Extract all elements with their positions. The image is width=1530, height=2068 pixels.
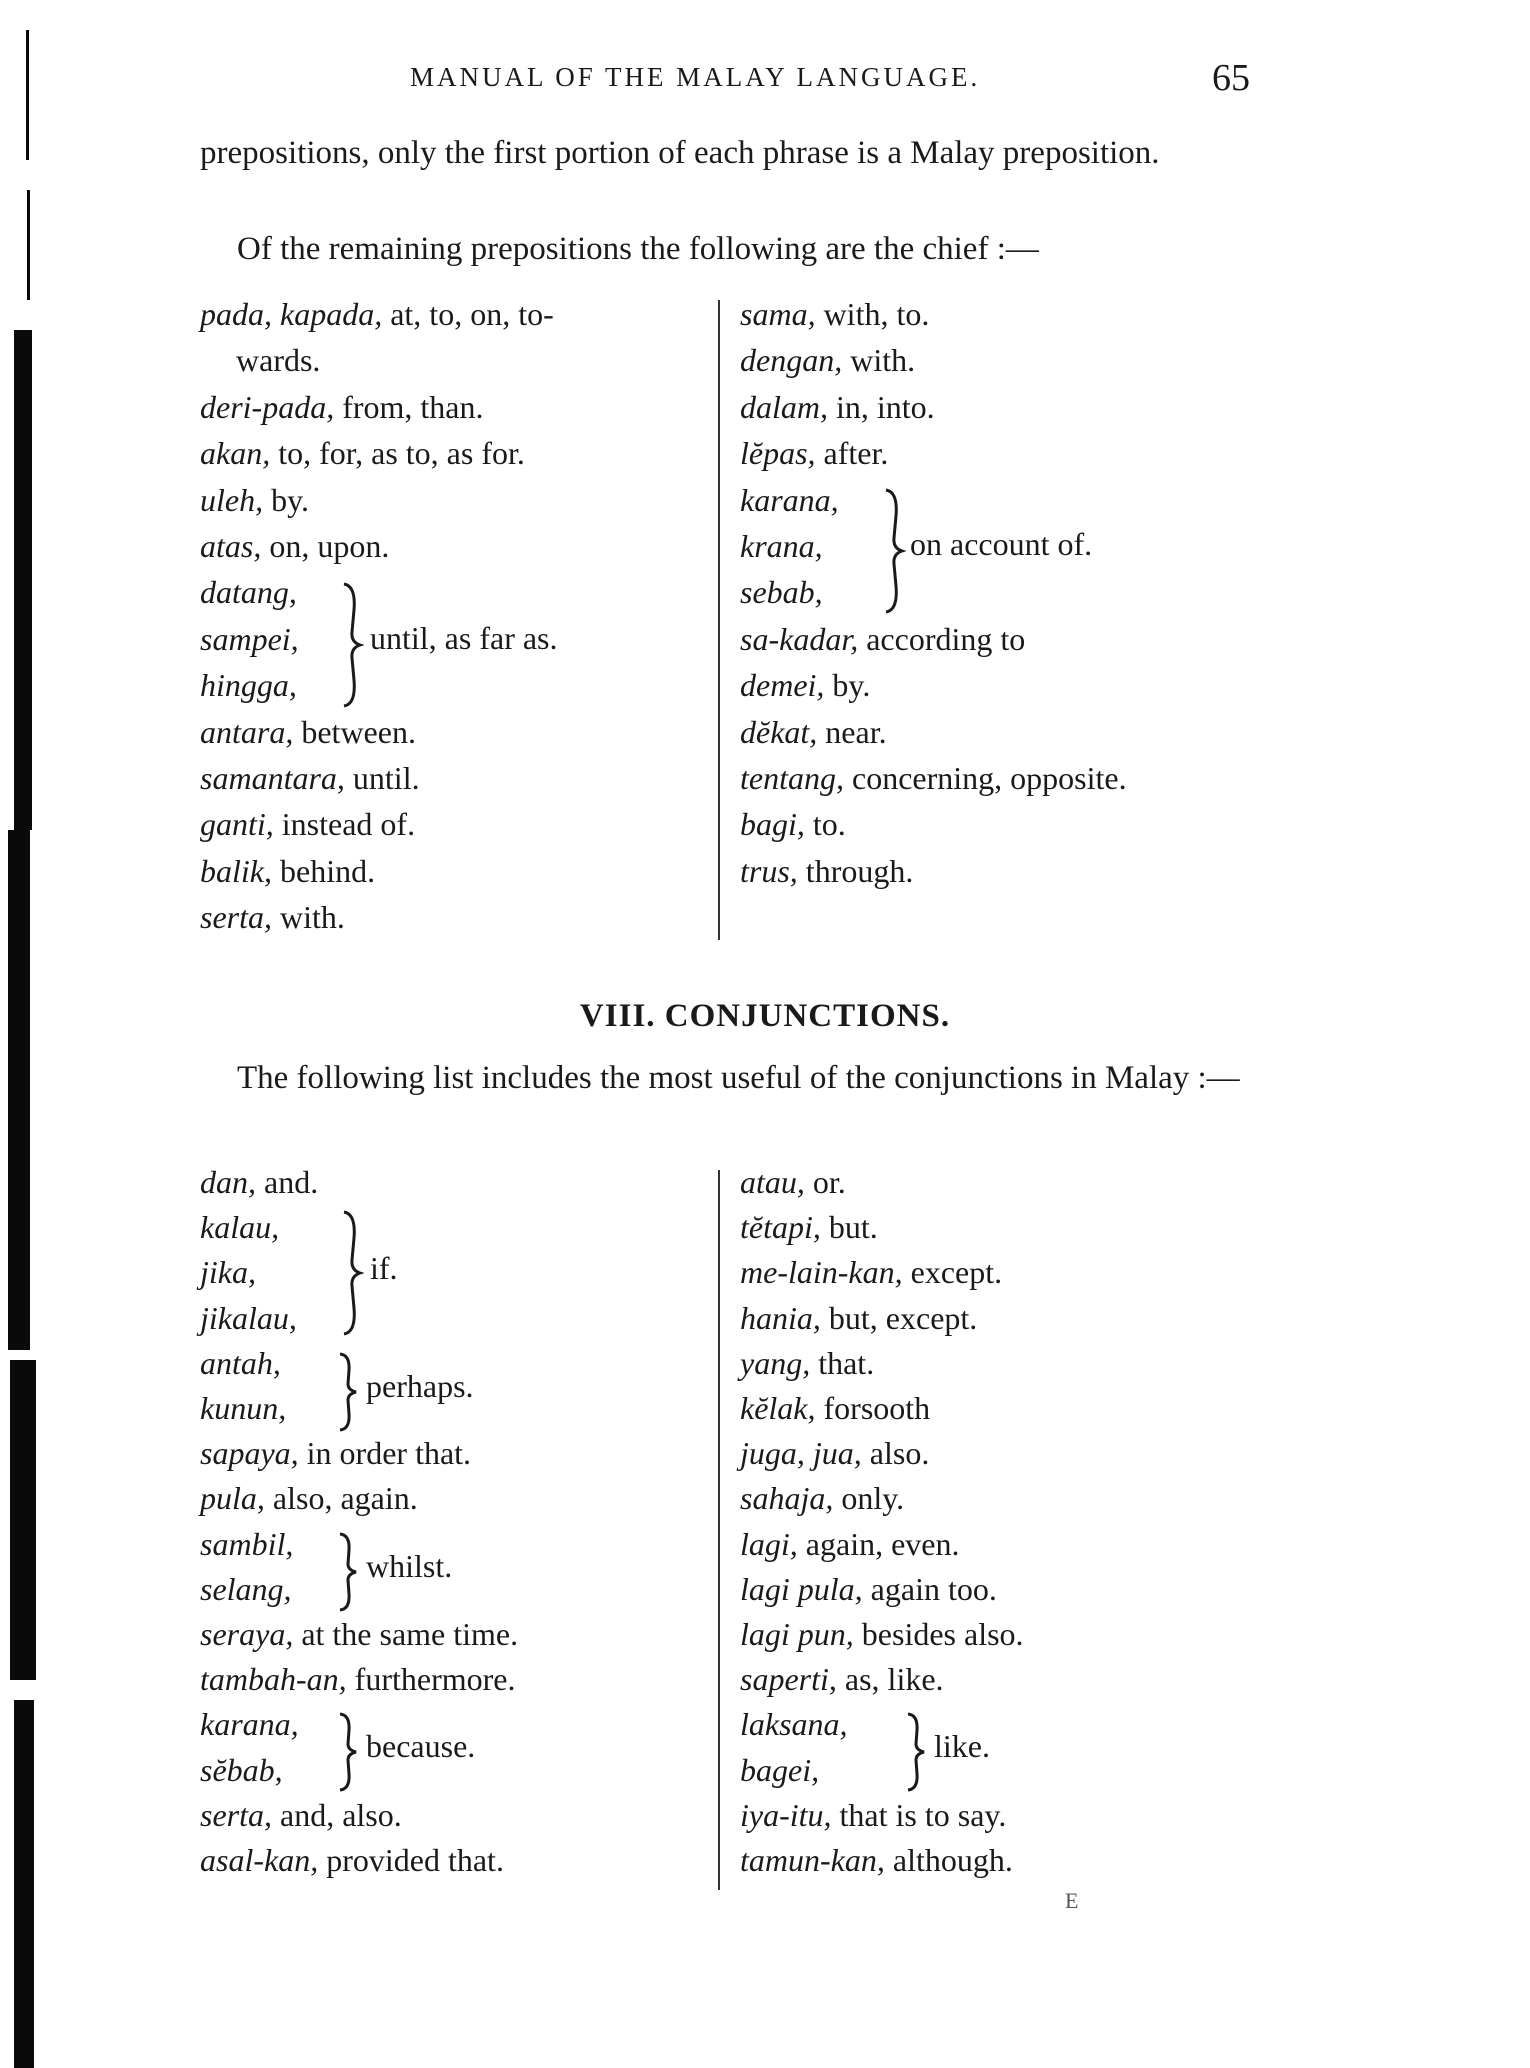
entry-term: tĕtapi,	[740, 1209, 821, 1246]
entry-term: kunun,	[200, 1390, 287, 1426]
entry-row	[200, 804, 415, 844]
entry-term: samantara,	[200, 760, 345, 796]
entry-term: atau,	[740, 1164, 805, 1200]
entry-meaning: and, also.	[272, 1796, 402, 1833]
entry-term: karana,	[740, 481, 839, 518]
entry-meaning: through.	[797, 852, 914, 889]
entry-meaning: again, even.	[797, 1525, 960, 1562]
entry-term: sampei,	[200, 620, 299, 657]
brace-icon	[338, 1210, 364, 1336]
entry-term: lagi pun,	[740, 1616, 854, 1652]
entry-meaning: again too.	[862, 1570, 997, 1607]
entry-term: iya-itu,	[740, 1796, 832, 1833]
entry-term: sama,	[740, 296, 816, 332]
entry-row	[200, 572, 297, 612]
entry-row	[200, 1795, 402, 1835]
entry-row	[200, 1207, 279, 1247]
entry-meaning: although.	[884, 1842, 1013, 1878]
entry-row	[200, 758, 420, 798]
entry-term: bagi,	[740, 806, 805, 843]
signature-mark: E	[1065, 1888, 1079, 1913]
entry-row	[200, 665, 297, 705]
entry-term: deri-pada,	[200, 388, 335, 425]
entry-meaning: by.	[824, 667, 871, 704]
entry-row	[200, 294, 554, 334]
entry-term: dĕkat,	[740, 713, 818, 750]
entry-row	[200, 1478, 418, 1518]
entry-term: uleh,	[200, 481, 264, 518]
entry-row	[740, 665, 870, 705]
entry-meaning: that.	[810, 1344, 875, 1381]
section-title: VIII. CONJUNCTIONS.	[579, 998, 951, 1034]
entry-row	[740, 572, 823, 612]
entry-row	[740, 1614, 1024, 1654]
entry-row	[740, 1388, 930, 1428]
entry-row	[740, 804, 846, 844]
entry-meaning: according to	[858, 620, 1026, 657]
entry-term: asal-kan,	[200, 1842, 319, 1878]
entry-row	[200, 1298, 297, 1338]
entry-row	[200, 1162, 318, 1202]
conjunctions-column-divider	[718, 1170, 720, 1890]
brace-icon	[338, 582, 364, 708]
entry-term: sĕbab,	[200, 1751, 283, 1788]
entry-term: sa-kadar,	[740, 620, 859, 657]
entry-term: me-lain-kan,	[740, 1254, 903, 1291]
entry-row	[740, 1343, 874, 1383]
entry-meaning: furthermore.	[346, 1661, 516, 1698]
entry-meaning: with, to.	[815, 296, 930, 332]
entry-meaning: until.	[344, 760, 420, 796]
brace-icon	[336, 1532, 358, 1612]
conjunctions-intro-text: The following list includes the most useful of the conjunctions in Malay :—	[237, 1060, 1240, 1096]
entry-meaning: that is to say.	[831, 1796, 1007, 1833]
entry-row	[740, 1162, 846, 1202]
entry-term: kalau,	[200, 1209, 280, 1246]
entry-term: akan,	[200, 435, 271, 472]
entry-row	[740, 851, 913, 891]
entry-term: trus,	[740, 852, 798, 889]
entry-row	[740, 340, 915, 380]
entry-term: tamun-kan,	[740, 1842, 885, 1878]
entry-term: dan,	[200, 1164, 256, 1200]
conjunctions-intro	[237, 1055, 1257, 1102]
entry-term: hingga,	[200, 667, 297, 704]
entry-term: sebab,	[740, 574, 823, 611]
entry-term: selang,	[200, 1570, 292, 1607]
entry-term: laksana,	[740, 1706, 848, 1743]
brace-icon	[336, 1352, 358, 1432]
entry-term: dalam,	[740, 388, 828, 425]
entry-meaning: on, upon.	[261, 528, 390, 564]
entry-meaning: or.	[804, 1164, 846, 1200]
until-brace-meaning: until, as far as.	[370, 620, 558, 656]
entry-meaning: at, to, on, to-	[382, 296, 554, 332]
entry-row	[740, 1298, 977, 1338]
entry-term: karana,	[200, 1706, 299, 1743]
entry-meaning: except.	[902, 1254, 1003, 1291]
entry-row	[740, 1433, 929, 1473]
entry-term: antara,	[200, 713, 294, 750]
prepositions-column-divider	[718, 300, 720, 940]
entry-term: lagi,	[740, 1525, 798, 1562]
intro-paragraph: prepositions, only the first portion of each phrase is a Malay preposition.	[200, 135, 1160, 171]
entry-meaning: instead of.	[273, 806, 416, 843]
entry-meaning: also, again.	[264, 1480, 418, 1517]
entry-meaning: by.	[263, 481, 310, 518]
entry-term: tentang,	[740, 760, 844, 796]
entry-term: datang,	[200, 574, 297, 611]
on-account-brace-meaning: on account of.	[910, 526, 1093, 562]
entry-term: sahaja,	[740, 1480, 834, 1517]
entry-term: pula,	[200, 1480, 265, 1517]
entry-term: sambil,	[200, 1525, 294, 1562]
like-brace-meaning: like.	[934, 1728, 990, 1764]
entry-row	[740, 1207, 878, 1247]
entry-row	[740, 526, 823, 566]
entry-meaning: concerning, opposite.	[843, 760, 1127, 796]
entry-meaning: near.	[817, 713, 887, 750]
entry-meaning: after.	[815, 435, 889, 472]
entry-meaning: in, into.	[828, 388, 935, 425]
entry-term: dengan,	[740, 342, 843, 379]
entry-row	[740, 1252, 1002, 1292]
entry-row	[200, 897, 345, 937]
entry-term: juga, jua,	[740, 1435, 862, 1472]
prepositions-intro: Of the remaining prepositions the following are the chief :—	[237, 231, 1039, 267]
entry-row	[200, 712, 416, 752]
perhaps-brace-meaning: perhaps.	[366, 1368, 474, 1404]
entry-row	[740, 294, 929, 334]
entry-term: serta,	[200, 899, 272, 936]
entry-row	[200, 1343, 281, 1383]
entry-row	[740, 1750, 819, 1790]
entry-row	[200, 1524, 293, 1564]
entry-row	[200, 1704, 299, 1744]
entry-term: bagei,	[740, 1751, 820, 1788]
entry-term: serta,	[200, 1796, 272, 1833]
entry-meaning: with.	[272, 899, 345, 936]
entry-row	[200, 526, 389, 566]
entry-term: jika,	[200, 1254, 256, 1291]
entry-row	[740, 1659, 944, 1699]
entry-meaning: but, except.	[820, 1299, 978, 1336]
entry-term: yang,	[740, 1344, 811, 1381]
entry-row	[200, 619, 299, 659]
entry-meaning: to, for, as to, as for.	[270, 435, 525, 472]
entry-term: krana,	[740, 528, 823, 564]
entry-row	[740, 480, 839, 520]
entry-meaning: besides also.	[853, 1616, 1024, 1652]
entry-row	[740, 433, 888, 473]
entry-term: sapaya,	[200, 1435, 299, 1472]
entry-meaning: with.	[842, 342, 916, 379]
if-brace-meaning: if.	[370, 1250, 398, 1286]
brace-icon	[336, 1712, 358, 1792]
because-brace-meaning: because.	[366, 1728, 476, 1764]
entry-term: kĕlak,	[740, 1390, 816, 1426]
entry-row	[740, 1524, 959, 1564]
entry-term: saperti,	[740, 1661, 837, 1698]
entry-row	[740, 712, 887, 752]
entry-row	[740, 1704, 848, 1744]
entry-row	[200, 1252, 256, 1292]
entry-row	[200, 1433, 471, 1473]
entry-row	[200, 480, 309, 520]
whilst-brace-meaning: whilst.	[366, 1548, 453, 1584]
entry-meaning: forsooth	[815, 1390, 931, 1426]
entry-term: seraya,	[200, 1616, 294, 1652]
entry-term: lagi pula,	[740, 1570, 863, 1607]
entry-row	[200, 1569, 292, 1609]
entry-term: atas,	[200, 528, 262, 564]
entry-row	[740, 619, 1025, 659]
entry-meaning: between.	[293, 713, 416, 750]
entry-row	[740, 387, 935, 427]
entry-meaning: and.	[256, 1164, 319, 1200]
entry-term: jikalau,	[200, 1299, 297, 1336]
entry-meaning: at the same time.	[293, 1616, 519, 1652]
entry-row	[740, 1569, 997, 1609]
page-number: 65	[1212, 57, 1250, 99]
entry-row	[200, 1659, 515, 1699]
entry-row	[200, 1840, 504, 1880]
entry-term: pada, kapada,	[200, 296, 383, 332]
entry-meaning: as, like.	[836, 1661, 944, 1698]
entry-row	[740, 1478, 904, 1518]
page-header	[0, 56, 1530, 106]
entry-meaning: in order that.	[298, 1435, 472, 1472]
entry-meaning: but.	[820, 1209, 878, 1246]
entry-row	[200, 1388, 286, 1428]
entry-row	[200, 851, 375, 891]
entry-meaning: from, than.	[334, 388, 484, 425]
entry-row	[740, 758, 1127, 798]
entry-meaning: behind.	[271, 852, 376, 889]
entry-meaning: only.	[833, 1480, 905, 1517]
entry-row	[740, 1840, 1013, 1880]
entry-meaning: provided that.	[318, 1842, 504, 1878]
entry-row	[200, 433, 525, 473]
entry-term: ganti,	[200, 806, 274, 843]
entry-meaning: to.	[804, 806, 846, 843]
entry-term: hania,	[740, 1299, 821, 1336]
brace-icon	[904, 1712, 926, 1792]
entry-row	[236, 340, 320, 380]
entry-term: demei,	[740, 667, 825, 704]
running-head: MANUAL OF THE MALAY LANGUAGE.	[410, 62, 981, 92]
entry-term: antah,	[200, 1344, 281, 1381]
entry-term: balik,	[200, 852, 272, 889]
brace-icon	[880, 488, 906, 614]
entry-row	[200, 387, 484, 427]
entry-row	[740, 1795, 1006, 1835]
entry-row	[200, 1750, 283, 1790]
entry-meaning: wards.	[236, 342, 321, 379]
entry-row	[200, 1614, 518, 1654]
entry-meaning: also.	[861, 1435, 930, 1472]
entry-term: lĕpas,	[740, 435, 816, 472]
entry-term: tambah-an,	[200, 1661, 347, 1698]
